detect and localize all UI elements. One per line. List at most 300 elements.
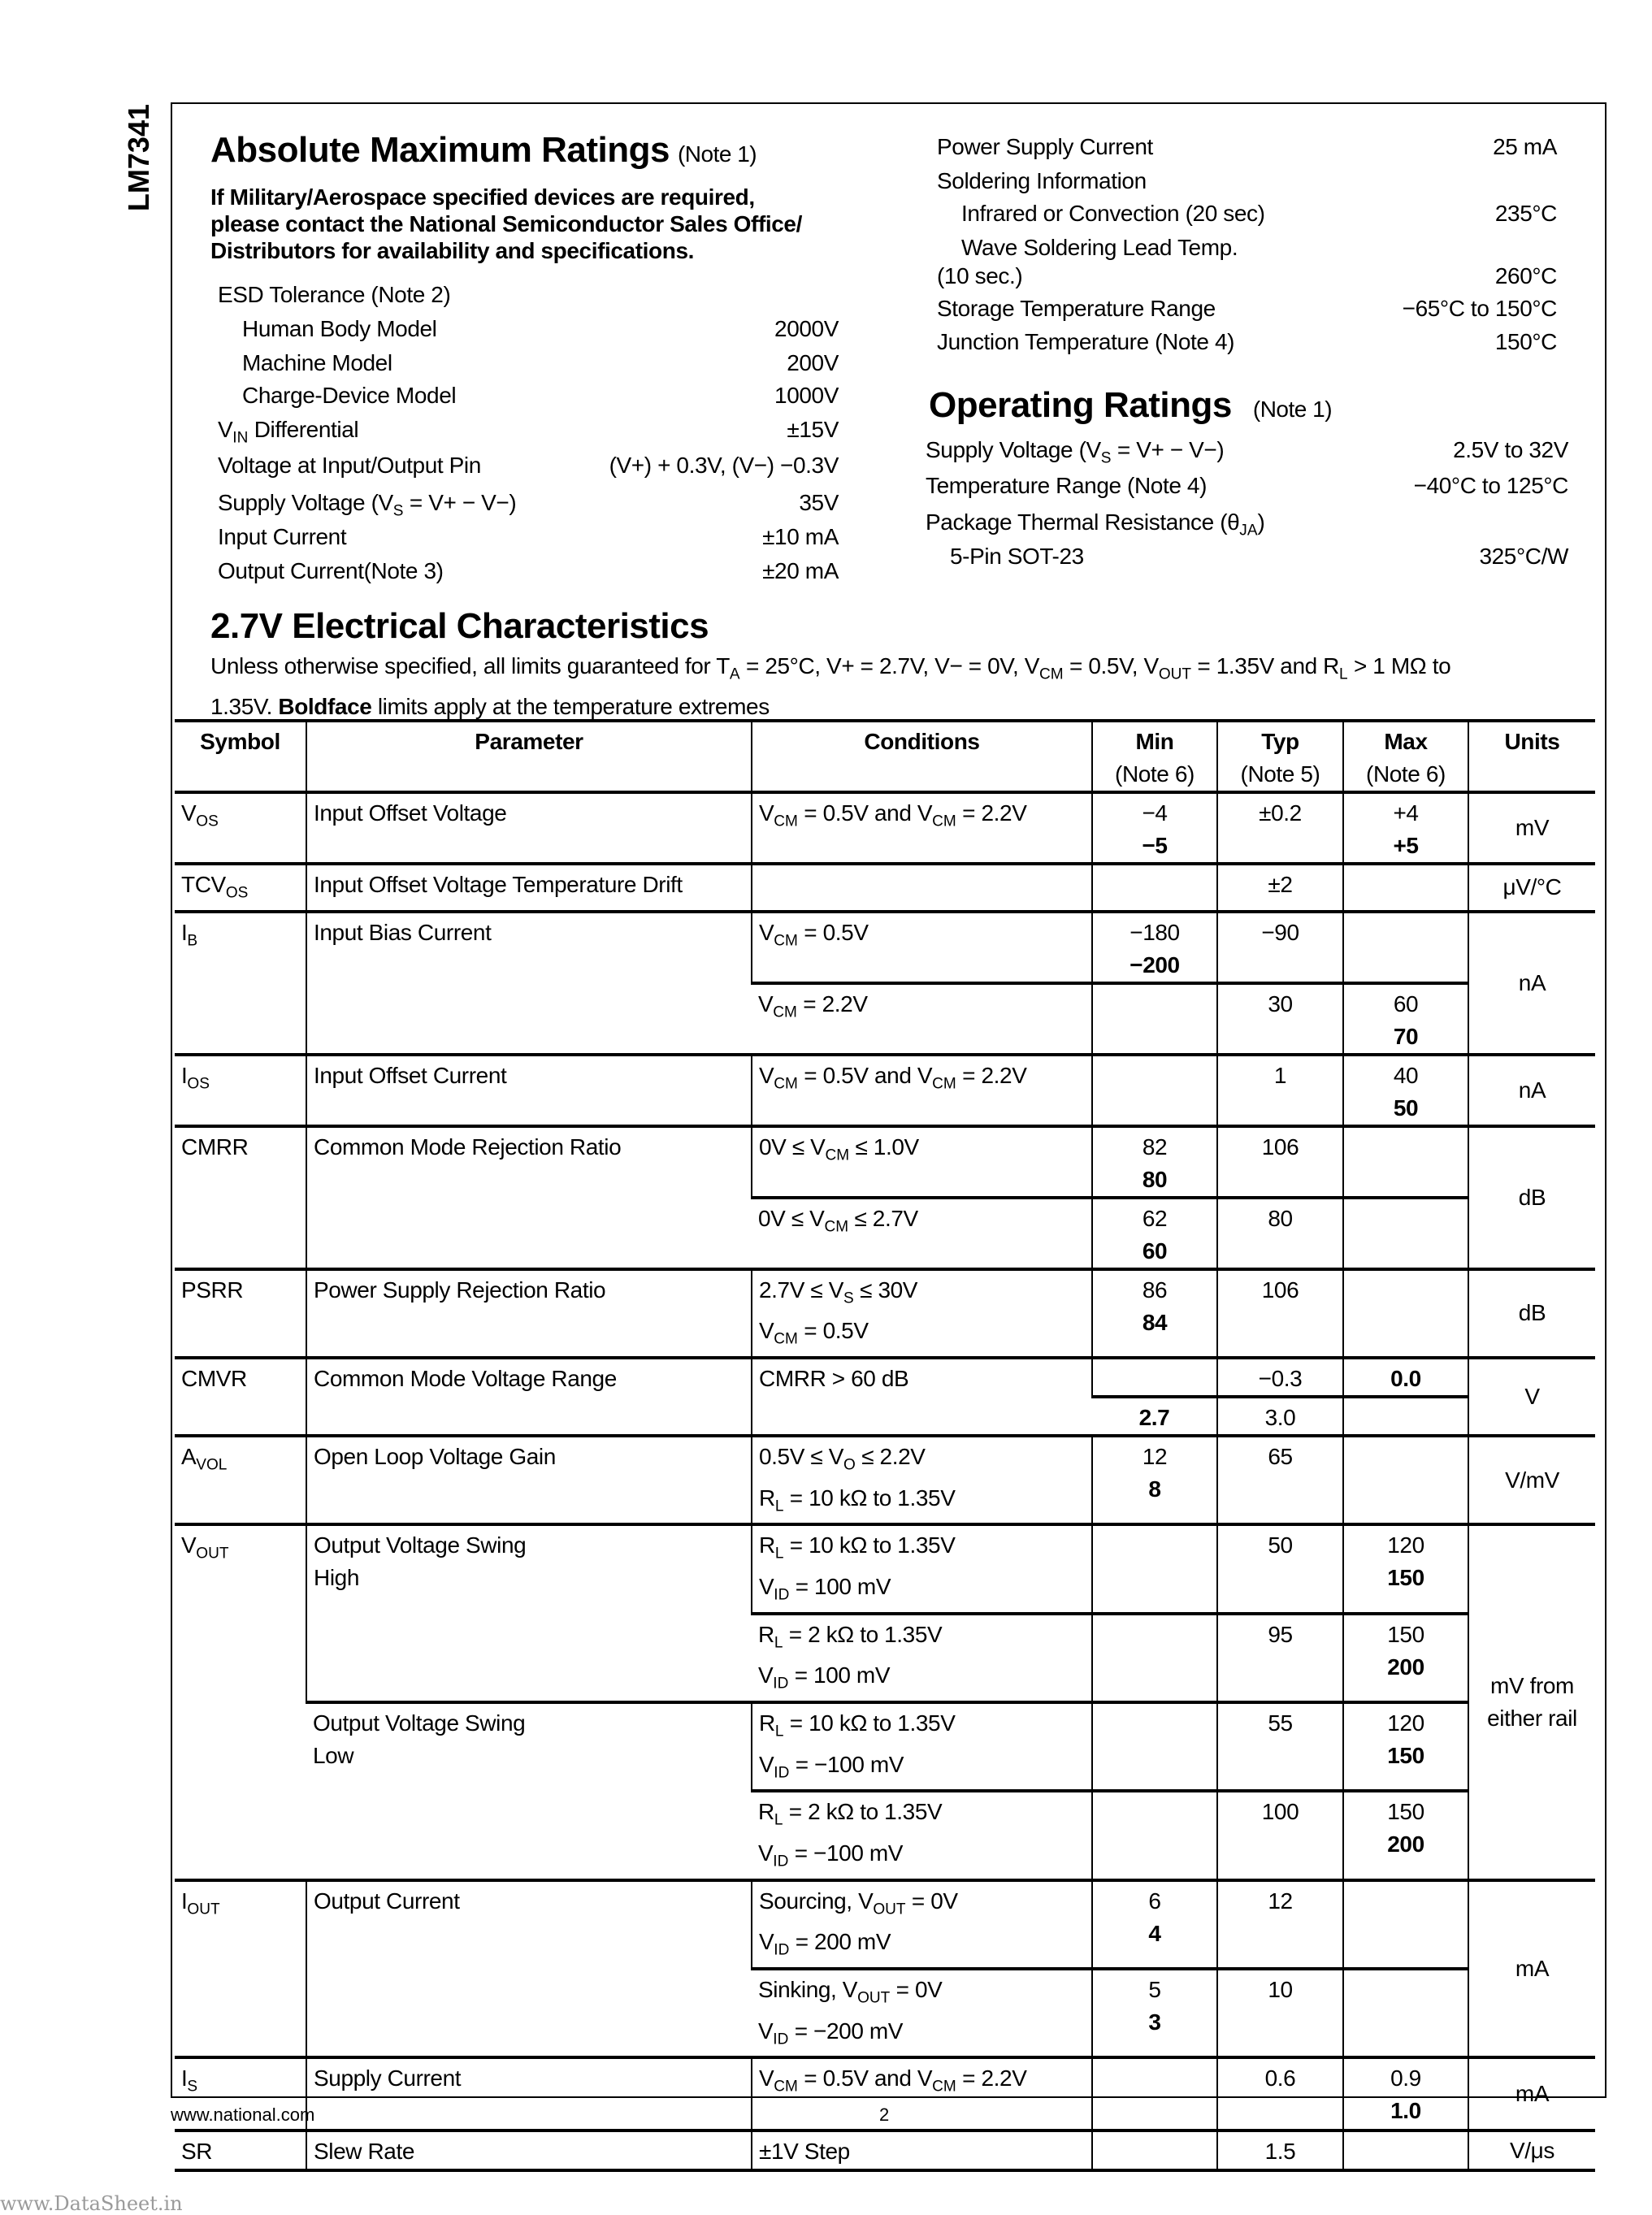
- header-units-label: Units: [1504, 729, 1560, 754]
- min-line: [1099, 1274, 1210, 1307]
- text: = 2.2V: [956, 800, 1027, 826]
- text: R: [759, 1710, 775, 1736]
- text: V: [759, 2065, 774, 2091]
- subscript: S: [843, 1290, 854, 1307]
- text: R: [759, 1485, 775, 1511]
- subscript: OS: [196, 813, 219, 830]
- typ-line: [1225, 2135, 1336, 2168]
- typ-cell: [1217, 864, 1343, 912]
- typ-cell: [1217, 1397, 1343, 1436]
- units-line: [1476, 1381, 1589, 1413]
- subscript: CM: [932, 813, 956, 830]
- rating-row: [926, 469, 1568, 503]
- parameter-cell: [306, 2130, 752, 2170]
- units-line: [1476, 967, 1589, 999]
- text: = 10 kΩ to 1.35V: [783, 1710, 956, 1736]
- rating-row: [218, 520, 839, 554]
- max-line: [1351, 988, 1461, 1021]
- typ-cell: [1217, 983, 1343, 1055]
- text: −90: [1261, 919, 1299, 945]
- rating-value: 325°C/W: [1479, 544, 1568, 569]
- text: Open Loop Voltage Gain: [314, 1443, 556, 1469]
- condition-line: [759, 2135, 1085, 2168]
- typ-line: [1225, 1402, 1336, 1434]
- parameter-line: [313, 1740, 744, 1772]
- min-cell: [1092, 1358, 1217, 1397]
- max-cell: [1343, 1880, 1468, 1969]
- min-cell: [1092, 1524, 1217, 1613]
- units-line: [1476, 1464, 1589, 1497]
- table-row: [175, 1358, 1595, 1397]
- subscript: CM: [774, 1330, 798, 1348]
- typ-cell: [1217, 1126, 1343, 1198]
- rating-value: 2.5V to 32V: [1453, 437, 1568, 462]
- text: = 0.5V, V: [1063, 653, 1159, 678]
- bold-limit: 2.7: [1138, 1404, 1170, 1430]
- min-line: [1099, 1402, 1210, 1434]
- subscript: S: [392, 502, 404, 520]
- typ-cell: [1217, 1969, 1343, 2057]
- min-cell: [1092, 1880, 1217, 1969]
- text: V: [759, 1318, 774, 1344]
- text: Soldering Information: [937, 168, 1147, 193]
- text: Supply Voltage (V: [218, 490, 393, 515]
- table-header-row: [175, 721, 1595, 792]
- text: 6: [1148, 1888, 1161, 1914]
- units-cell: [1468, 1436, 1595, 1524]
- text: 150: [1387, 1799, 1424, 1825]
- min-cell: [1092, 792, 1217, 864]
- conditions-cell: [752, 1880, 1092, 1969]
- min-cell: [1092, 1969, 1217, 2057]
- text: V: [759, 1751, 774, 1777]
- header-max-label: Max: [1384, 729, 1428, 754]
- symbol-cell: [175, 1880, 306, 2058]
- text: = 100 mV: [789, 1573, 891, 1599]
- rating-row: [937, 292, 1557, 326]
- typ-line: [1225, 1619, 1336, 1651]
- text: 40: [1393, 1062, 1419, 1088]
- typ-line: [1225, 1441, 1336, 1473]
- bold-limit: 3: [1148, 2009, 1161, 2035]
- rating-label: [218, 490, 517, 520]
- max-line: [1351, 1529, 1461, 1562]
- conditions-cell: [752, 1198, 1092, 1269]
- units-line: [1476, 1181, 1589, 1214]
- text: Power Supply Current: [937, 134, 1153, 159]
- bold-limit: −5: [1142, 833, 1168, 858]
- text: 86: [1142, 1277, 1168, 1303]
- bold-limit: 70: [1393, 1023, 1419, 1049]
- max-line: [1351, 1021, 1461, 1053]
- text: 10: [1268, 1976, 1293, 2002]
- typ-line: [1225, 988, 1336, 1021]
- subscript: IN: [232, 429, 249, 447]
- text: 0.6: [1264, 2065, 1296, 2091]
- min-cell: [1092, 2057, 1217, 2130]
- bold-limit: 1.0: [1390, 2098, 1421, 2124]
- table-row: [175, 2130, 1595, 2170]
- condition-line: [759, 1131, 1085, 1173]
- units-line: [1476, 1074, 1589, 1107]
- text: CMRR > 60 dB: [759, 1365, 909, 1391]
- text: = 100 mV: [788, 1662, 891, 1688]
- text: V: [181, 800, 197, 826]
- subscript: CM: [773, 1003, 797, 1021]
- rating-value: −65°C to 150°C: [1402, 296, 1557, 321]
- max-cell: [1343, 983, 1468, 1055]
- text: Charge-Device Model: [242, 383, 457, 408]
- condition-line: [759, 1926, 1085, 1967]
- max-cell: [1343, 864, 1468, 912]
- max-line: [1351, 830, 1461, 862]
- typ-line: [1225, 1529, 1336, 1562]
- text: Wave Soldering Lead Temp.: [961, 235, 1238, 260]
- table-row: [175, 1055, 1595, 1126]
- max-cell: [1343, 1969, 1468, 2057]
- units-line: [1476, 1297, 1589, 1329]
- conditions-cell: [752, 1436, 1092, 1524]
- text: = 10 kΩ to 1.35V: [783, 1532, 956, 1558]
- subscript: ID: [773, 1853, 789, 1870]
- parameter-cell: [306, 1358, 752, 1436]
- abs-max-heading: [210, 130, 757, 171]
- min-line: [1099, 1974, 1210, 2006]
- text: = 2 kΩ to 1.35V: [783, 1799, 943, 1825]
- text: = 0.5V: [797, 919, 869, 945]
- symbol-cell: [175, 1524, 306, 1879]
- condition-line: [758, 1796, 1085, 1837]
- subscript: L: [774, 1634, 783, 1652]
- min-cell: [1092, 864, 1217, 912]
- typ-line: [1225, 797, 1336, 830]
- text: 3.0: [1264, 1404, 1296, 1430]
- text: V: [181, 1532, 197, 1558]
- rating-row: [218, 554, 839, 588]
- text: R: [758, 1799, 774, 1825]
- header-typ: [1217, 721, 1343, 792]
- text: 0V ≤ V: [759, 1134, 826, 1160]
- text: > 1 MΩ to: [1347, 653, 1451, 678]
- text: CMRR: [181, 1134, 249, 1160]
- text: −4: [1142, 800, 1168, 826]
- condition-line: [758, 988, 1085, 1029]
- min-cell: [1092, 1055, 1217, 1126]
- min-line: [1099, 1307, 1210, 1339]
- rating-row: [218, 449, 839, 483]
- text: Power Supply Rejection Ratio: [314, 1277, 606, 1303]
- text: R: [759, 1532, 775, 1558]
- rating-label: [218, 417, 359, 447]
- max-line: [1351, 1060, 1461, 1092]
- subscript: OUT: [187, 1901, 220, 1918]
- symbol-cell: [175, 912, 306, 1055]
- text: 106: [1261, 1134, 1299, 1160]
- rating-value: 150°C: [1494, 329, 1557, 354]
- max-cell: [1343, 1269, 1468, 1358]
- subscript: CM: [774, 813, 798, 830]
- header-units: [1468, 721, 1595, 792]
- typ-line: [1225, 1131, 1336, 1164]
- bold-limit: 60: [1142, 1238, 1168, 1264]
- rating-row: [926, 433, 1568, 467]
- min-line: [1099, 1441, 1210, 1473]
- typ-cell: [1217, 2130, 1343, 2170]
- conditions-cell: [752, 1524, 1092, 1613]
- condition-line: [759, 797, 1085, 839]
- typ-line: [1225, 2062, 1336, 2095]
- text: V: [759, 1573, 774, 1599]
- subscript: L: [774, 1811, 783, 1829]
- text: Storage Temperature Range: [937, 296, 1216, 321]
- text: +4: [1393, 800, 1419, 826]
- text: 2.7V ≤ V: [759, 1277, 844, 1303]
- subscript: CM: [825, 1147, 850, 1164]
- typ-line: [1225, 1796, 1336, 1828]
- subscript: ID: [774, 1764, 790, 1782]
- rating-row: [937, 130, 1557, 164]
- units-cell: [1468, 864, 1595, 912]
- typ-line: [1225, 1060, 1336, 1092]
- text: 1.5: [1264, 2139, 1296, 2165]
- rating-value: 1000V: [774, 383, 839, 408]
- parameter-cell: [306, 1702, 752, 1880]
- text: Supply Current: [314, 2065, 462, 2091]
- bold-limit: 200: [1387, 1654, 1424, 1680]
- symbol-cell: [175, 864, 306, 912]
- max-cell: [1343, 2057, 1468, 2130]
- typ-cell: [1217, 1269, 1343, 1358]
- symbol-cell: [175, 1269, 306, 1358]
- min-cell: [1092, 1614, 1217, 1702]
- max-cell: [1343, 792, 1468, 864]
- text: I: [181, 2065, 188, 2091]
- text: CMVR: [181, 1365, 247, 1391]
- condition-line: [759, 2062, 1085, 2104]
- min-cell: [1092, 1269, 1217, 1358]
- conditions-cell: [752, 792, 1092, 864]
- parameter-cell: [306, 1269, 752, 1358]
- header-max: [1343, 721, 1468, 792]
- text: 106: [1261, 1277, 1299, 1303]
- subscript: ID: [773, 2031, 789, 2048]
- text: μV/°C: [1502, 874, 1562, 900]
- min-cell: [1092, 1791, 1217, 1879]
- min-line: [1099, 1131, 1210, 1164]
- table-row: [175, 1269, 1595, 1358]
- text: Output Current(Note 3): [218, 558, 444, 583]
- text: = 0.5V and V: [797, 2065, 933, 2091]
- subscript: ID: [773, 1675, 789, 1693]
- subscript: ID: [774, 1586, 790, 1604]
- text: 0.9: [1390, 2065, 1421, 2091]
- text: = 0.5V and V: [797, 800, 933, 826]
- subscript: CM: [774, 2078, 798, 2096]
- text: 30: [1268, 990, 1293, 1016]
- subscript: OUT: [873, 1901, 906, 1918]
- bold-limit: 4: [1148, 1920, 1161, 1946]
- text: ±2: [1268, 872, 1293, 897]
- text: I: [181, 919, 188, 945]
- rating-label: [926, 437, 1225, 467]
- condition-line: [758, 2015, 1085, 2057]
- text: ±1V Step: [759, 2139, 850, 2165]
- typ-cell: [1217, 1198, 1343, 1269]
- rating-label: [961, 201, 1265, 226]
- condition-line: [758, 1619, 1085, 1660]
- conditions-cell: [752, 1269, 1092, 1358]
- text: dB: [1518, 1184, 1546, 1210]
- units-cell: [1468, 1358, 1595, 1436]
- rating-row: [937, 325, 1557, 359]
- text: (10 sec.): [937, 263, 1023, 288]
- rating-label: [218, 282, 450, 307]
- bold-limit: 150: [1387, 1565, 1424, 1591]
- text: = 2.2V: [956, 2065, 1027, 2091]
- text: Low: [313, 1742, 354, 1768]
- parameter-line: [313, 1707, 744, 1740]
- units-cell: [1468, 1269, 1595, 1358]
- rating-label: [242, 350, 392, 375]
- rating-row: [242, 379, 839, 413]
- subscript: O: [843, 1456, 856, 1474]
- text: V: [759, 1929, 774, 1955]
- parameter-cell: [306, 1880, 752, 2058]
- rating-label: [926, 473, 1207, 498]
- max-cell: [1343, 912, 1468, 983]
- symbol-cell: [175, 1055, 306, 1126]
- operating-title: Operating Ratings: [929, 385, 1232, 425]
- parameter-cell: [306, 912, 752, 1055]
- subscript: L: [1339, 665, 1348, 683]
- rating-label: [242, 316, 437, 341]
- header-symbol: [175, 721, 306, 792]
- parameter-cell: [306, 864, 752, 912]
- max-cell: [1343, 1397, 1468, 1436]
- text: = −100 mV: [788, 1840, 904, 1866]
- subscript: CM: [774, 1075, 798, 1093]
- units-line: [1476, 1702, 1589, 1735]
- text: Temperature Range (Note 4): [926, 473, 1207, 498]
- max-cell: [1343, 1358, 1468, 1397]
- text: 82: [1142, 1134, 1168, 1160]
- units-cell: [1468, 1126, 1595, 1269]
- max-line: [1351, 2095, 1461, 2127]
- header-conditions: [752, 721, 1092, 792]
- text: V: [758, 1662, 774, 1688]
- text: High: [314, 1565, 359, 1591]
- text: 5: [1148, 1976, 1161, 2002]
- watermark: www.DataSheet.in: [0, 2192, 183, 2215]
- parameter-line: [314, 917, 744, 949]
- conditions-cell: [752, 2057, 1092, 2130]
- bold-limit: 84: [1142, 1309, 1168, 1335]
- min-line: [1099, 917, 1210, 949]
- subscript: OS: [225, 884, 249, 902]
- notice-line: please contact the National Semiconductor Sales Office/: [210, 211, 802, 236]
- text: = 200 mV: [789, 1929, 891, 1955]
- condition-line: [758, 1974, 1085, 2015]
- rating-row: [961, 197, 1557, 231]
- conditions-cell: [752, 1614, 1092, 1702]
- text: mV: [1515, 815, 1550, 840]
- typ-cell: [1217, 1524, 1343, 1613]
- text: Common Mode Rejection Ratio: [314, 1134, 622, 1160]
- text: ±0.2: [1259, 800, 1302, 826]
- condition-line: [759, 1885, 1085, 1927]
- min-line: [1099, 1164, 1210, 1196]
- text: 120: [1387, 1532, 1424, 1558]
- rating-value: (V+) + 0.3V, (V−) −0.3V: [609, 453, 839, 478]
- units-cell: [1468, 1055, 1595, 1126]
- rating-label: [218, 453, 481, 478]
- table-row: [175, 1436, 1595, 1524]
- text: dB: [1518, 1300, 1546, 1326]
- min-cell: [1092, 912, 1217, 983]
- footer-website[interactable]: www.national.com: [171, 2104, 315, 2125]
- max-cell: [1343, 2130, 1468, 2170]
- typ-cell: [1217, 1614, 1343, 1702]
- header-min-label: Min: [1135, 729, 1174, 754]
- table-row: [175, 864, 1595, 912]
- subscript: ID: [774, 1941, 790, 1959]
- rating-value: 2000V: [774, 316, 839, 341]
- text: ≤ 2.2V: [855, 1443, 926, 1469]
- max-cell: [1343, 1055, 1468, 1126]
- text: Input Bias Current: [314, 919, 492, 945]
- text: Differential: [248, 417, 359, 442]
- text: = 10 kΩ to 1.35V: [783, 1485, 956, 1511]
- text: Input Offset Voltage Temperature Drift: [314, 872, 683, 897]
- conditions-cell: [752, 1791, 1092, 1879]
- parameter-line: [314, 869, 744, 901]
- parameter-cell: [306, 2057, 752, 2130]
- header-conditions-label: Conditions: [864, 729, 980, 754]
- min-line: [1099, 1473, 1210, 1506]
- rating-label: [926, 509, 1265, 540]
- rating-value: 235°C: [1494, 201, 1557, 226]
- electrical-characteristics-table: [175, 719, 1595, 2172]
- condition-line: [759, 1482, 1085, 1524]
- text: V/μs: [1510, 2137, 1554, 2163]
- text: = −100 mV: [789, 1751, 904, 1777]
- text: 1.35V.: [210, 693, 279, 719]
- rating-label: [937, 168, 1147, 193]
- text: = 0V: [905, 1888, 958, 1914]
- rating-value: 35V: [799, 490, 839, 515]
- abs-max-note: (Note 1): [677, 141, 757, 167]
- conditions-cell: [752, 2130, 1092, 2170]
- elec-intro: [210, 650, 1450, 722]
- parameter-cell: [306, 1126, 752, 1269]
- header-max-note: (Note 6): [1366, 761, 1446, 787]
- rating-row: [937, 259, 1557, 293]
- text: mA: [1515, 1955, 1550, 1981]
- max-line: [1351, 2062, 1461, 2095]
- rating-value: ±10 mA: [762, 524, 839, 549]
- text: V: [758, 1840, 774, 1866]
- text: Input Offset Current: [314, 1062, 507, 1088]
- min-line: [1099, 1918, 1210, 1950]
- condition-line: [759, 1060, 1085, 1101]
- text: Machine Model: [242, 350, 392, 375]
- subscript: S: [187, 2078, 198, 2096]
- text: V: [1524, 1383, 1540, 1409]
- subscript: OUT: [1158, 665, 1192, 683]
- max-cell: [1343, 1126, 1468, 1198]
- rating-row: [950, 540, 1568, 574]
- rating-value: 200V: [787, 350, 839, 375]
